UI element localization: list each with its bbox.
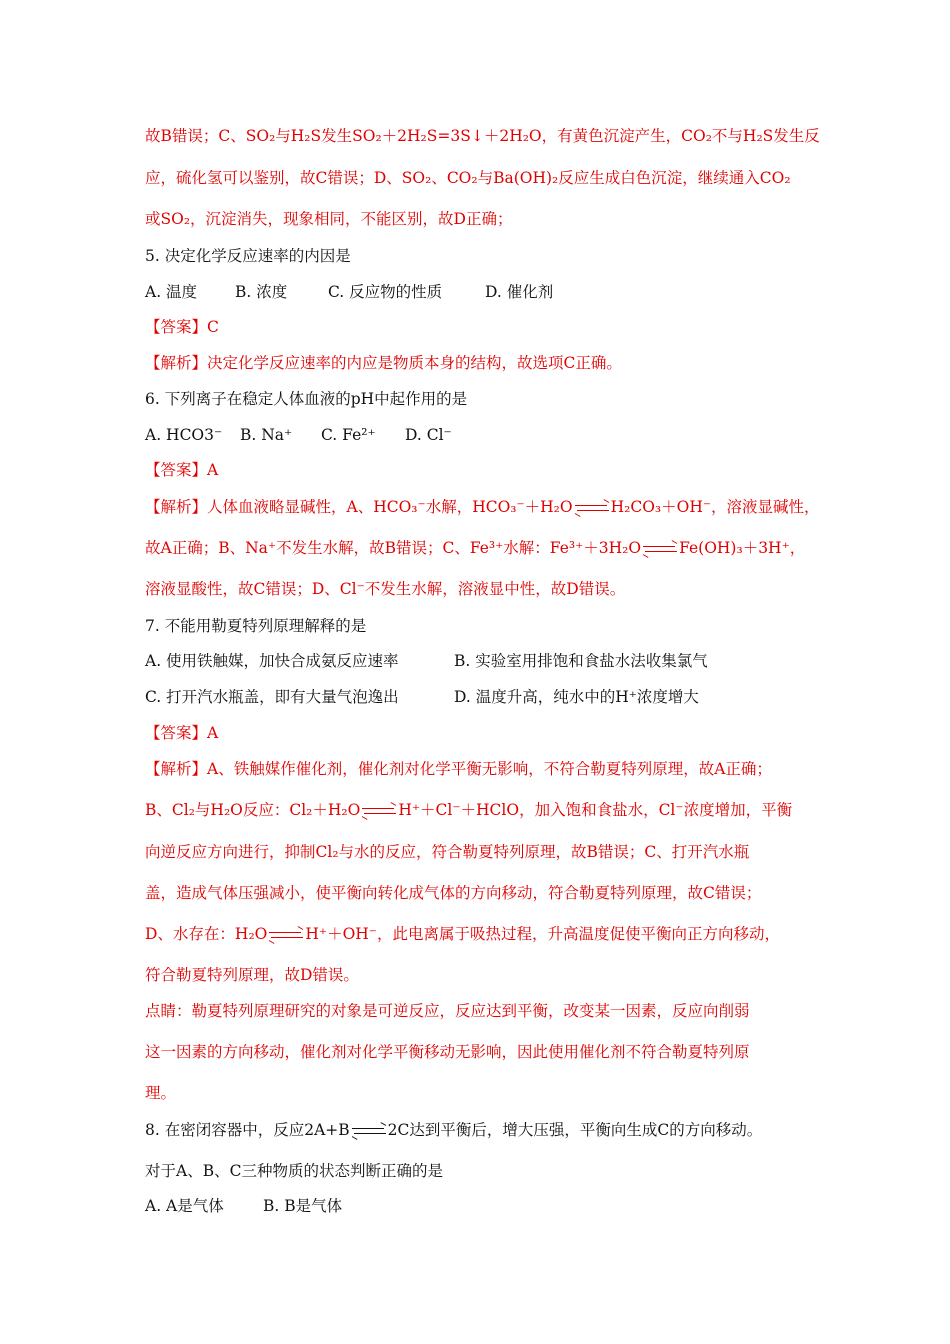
reversible-arrow-icon xyxy=(575,503,609,513)
option-c: C. Fe²⁺ xyxy=(321,426,376,444)
tip-7-line: 这一因素的方向移动，催化剂对化学平衡移动无影响，因此使用催化剂不符合勒夏特列原 xyxy=(145,1043,750,1061)
analysis-line: 应，硫化氢可以鉴别，故C错误；D、SO₂、CO₂与Ba(OH)₂反应生成白色沉淀，继续通入CO₂ xyxy=(145,169,791,187)
option-a: A. A是气体 xyxy=(145,1197,224,1215)
analysis-text: 决定化学反应速率的内应是物质本身的结构，故选项C正确。 xyxy=(207,354,622,372)
analysis-text: H₂CO₃＋OH⁻，溶液显碱性， xyxy=(610,498,820,516)
option-b: B. B是气体 xyxy=(263,1197,343,1215)
option-a: A. HCO3⁻ xyxy=(145,426,223,444)
analysis-7-line: 符合勒夏特列原理，故D错误。 xyxy=(145,966,359,984)
analysis-7 xyxy=(145,759,772,779)
answer-tag: 【答案】 xyxy=(145,461,208,479)
analysis-6-line: 溶液显酸性，故C错误；D、Cl⁻不发生水解，溶液显中性，故D错误。 xyxy=(145,580,626,598)
analysis-tag: 【解析】 xyxy=(145,760,208,778)
analysis-tag: 【解析】 xyxy=(145,354,208,372)
question-7: 7. 不能用勒夏特列原理解释的是 xyxy=(145,617,367,635)
tip-7: 点睛：勒夏特列原理研究的对象是可逆反应，反应达到平衡，改变某一因素，反应向削弱 xyxy=(145,1002,750,1020)
question-text: 2C达到平衡后，增大压强，平衡向生成C的方向移动。 xyxy=(387,1121,763,1139)
answer-value: A xyxy=(207,461,219,479)
answer-tag: 【答案】 xyxy=(145,318,208,336)
tip-7-line: 理。 xyxy=(145,1084,177,1102)
question-5: 5. 决定化学反应速率的内因是 xyxy=(145,247,351,265)
option-a: A. 温度 xyxy=(145,283,198,301)
analysis-7-line: 向逆反应方向进行，抑制Cl₂与水的反应，符合勒夏特列原理，故B错误；C、打开汽水瓶 xyxy=(145,843,750,861)
answer-tag: 【答案】 xyxy=(145,724,208,742)
analysis-tag: 【解析】 xyxy=(145,498,208,516)
option-b: B. 实验室用排饱和食盐水法收集氯气 xyxy=(454,652,708,670)
analysis-5 xyxy=(145,353,622,373)
option-d: D. Cl⁻ xyxy=(405,426,452,444)
option-b: B. 浓度 xyxy=(235,283,288,301)
question-text: 8. 在密闭容器中，反应2A+B xyxy=(145,1121,350,1139)
option-d: D. 温度升高，纯水中的H⁺浓度增大 xyxy=(454,688,699,706)
analysis-7-line: 盖，造成气体压强减小，使平衡向转化成气体的方向移动，符合勒夏特列原理，故C错误； xyxy=(145,884,762,902)
answer-5 xyxy=(145,317,219,337)
analysis-line: 或SO₂，沉淀消失，现象相同，不能区别，故D正确； xyxy=(145,210,513,228)
answer-value: A xyxy=(207,724,219,742)
option-d: D. 催化剂 xyxy=(485,283,554,301)
answer-7 xyxy=(145,723,218,743)
answer-value: C xyxy=(207,318,219,336)
option-c: C. 打开汽水瓶盖，即有大量气泡逸出 xyxy=(145,688,399,706)
question-8-options xyxy=(145,1196,342,1216)
analysis-line: 故B错误；C、SO₂与H₂S发生SO₂＋2H₂S=3S↓＋2H₂O，有黄色沉淀产生，CO₂不与H₂S发生反 xyxy=(145,127,820,145)
reversible-arrow-icon xyxy=(643,544,677,554)
analysis-7-line xyxy=(145,800,792,820)
option-c: C. 反应物的性质 xyxy=(328,283,443,301)
analysis-text: B、Cl₂与H₂O反应：Cl₂＋H₂O xyxy=(145,801,361,819)
question-7-options xyxy=(145,687,699,707)
answer-6 xyxy=(145,460,218,480)
reversible-arrow-icon xyxy=(269,930,303,940)
analysis-6-line xyxy=(145,538,805,558)
analysis-text: D、水存在：H₂O xyxy=(145,925,268,943)
analysis-text: H⁺＋Cl⁻＋HClO，加入饱和食盐水，Cl⁻浓度增加，平衡 xyxy=(398,801,793,819)
analysis-text: 故A正确；B、Na⁺不发生水解，故B错误；C、Fe³⁺水解：Fe³⁺＋3H₂O xyxy=(145,539,642,557)
question-6: 6. 下列离子在稳定人体血液的pH中起作用的是 xyxy=(145,390,468,408)
analysis-6 xyxy=(145,497,820,517)
question-6-options xyxy=(145,425,452,445)
option-b: B. Na⁺ xyxy=(240,426,293,444)
question-8-line: 对于A、B、C三种物质的状态判断正确的是 xyxy=(145,1162,443,1180)
reversible-arrow-icon xyxy=(352,1126,386,1136)
reversible-arrow-icon xyxy=(362,806,396,816)
analysis-7-line xyxy=(145,924,780,944)
question-7-options xyxy=(145,651,708,671)
analysis-text: 人体血液略显碱性，A、HCO₃⁻水解，HCO₃⁻＋H₂O xyxy=(207,498,573,516)
question-5-options xyxy=(145,282,553,302)
analysis-text: H⁺＋OH⁻，此电离属于吸热过程，升高温度促使平衡向正方向移动， xyxy=(305,925,780,943)
analysis-text: Fe(OH)₃＋3H⁺， xyxy=(679,539,806,557)
analysis-text: A、铁触媒作催化剂，催化剂对化学平衡无影响，不符合勒夏特列原理，故A正确； xyxy=(207,760,772,778)
question-8 xyxy=(145,1120,762,1140)
option-a: A. 使用铁触媒，加快合成氨反应速率 xyxy=(145,652,399,670)
